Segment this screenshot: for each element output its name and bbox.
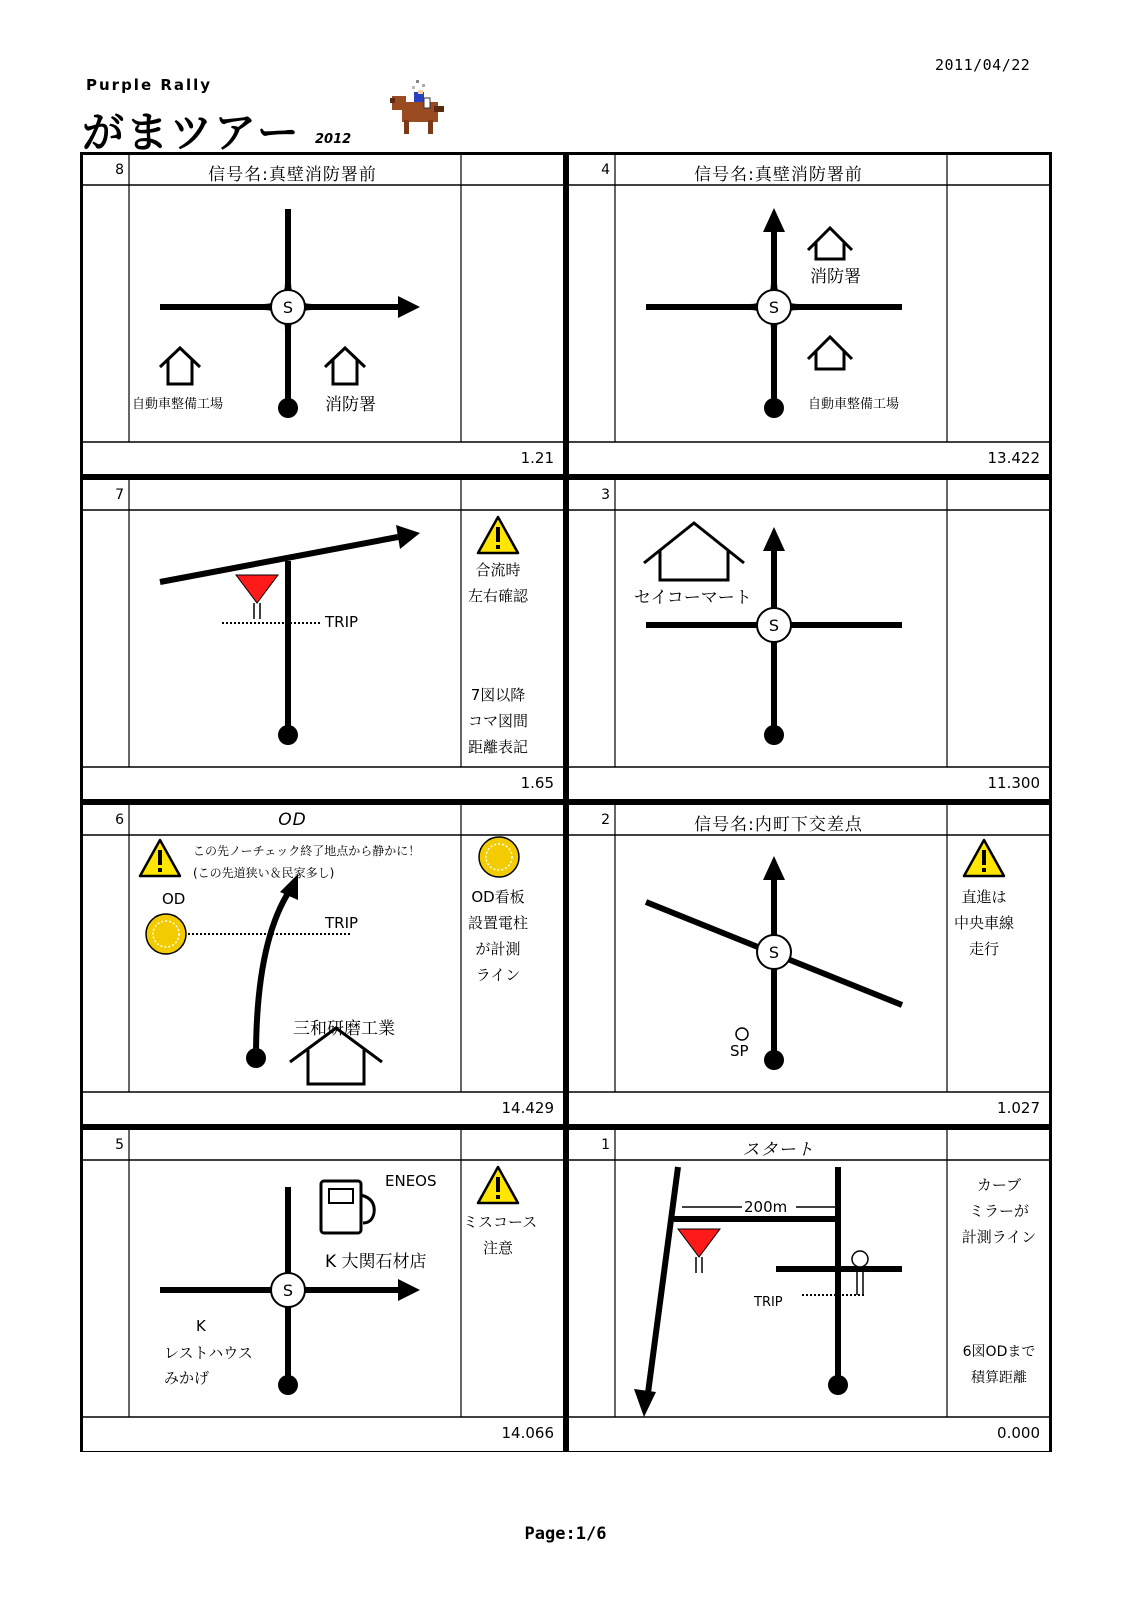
coma-number: 5 [115, 1137, 124, 1153]
landmark-label: 消防署 [810, 267, 861, 287]
info-note [949, 1172, 1049, 1250]
start-dot [246, 1048, 266, 1068]
coma-title: OD [278, 810, 307, 830]
note-line: 合流時 [475, 561, 521, 579]
coma-number: 7 [115, 487, 124, 503]
coma-distance: 1.027 [997, 1099, 1040, 1117]
landmark-label: レストハウス [164, 1344, 253, 1362]
coma-cell-1 [566, 1127, 1052, 1452]
od-signboard-icon [479, 837, 519, 877]
building-icon [325, 348, 365, 384]
coma-title: スタート [742, 1140, 815, 1160]
start-dot [764, 725, 784, 745]
coma-cell-3 [566, 477, 1052, 802]
landmark-label: K [196, 1317, 206, 1335]
coma-distance: 14.066 [501, 1424, 554, 1442]
intersection-diagram [80, 152, 566, 477]
trip-label: TRIP [325, 914, 359, 932]
info-note [463, 682, 533, 760]
direction-arrow-icon [398, 1279, 420, 1301]
note-line: が計測 [475, 940, 521, 958]
document-date: 2011/04/22 [935, 56, 1031, 74]
landmark-label: 消防署 [325, 395, 376, 415]
landmark-label: ENEOS [385, 1172, 437, 1190]
od-signboard-icon [146, 914, 186, 954]
note-line: 直進は [961, 888, 1007, 906]
note-line: ライン [475, 966, 521, 984]
junction-marker-label: S [282, 1281, 294, 1300]
building-icon [808, 228, 852, 259]
coma-cell-6 [80, 802, 566, 1127]
building-icon [644, 523, 744, 580]
direction-arrow-icon [763, 208, 785, 232]
coma-cell-8 [80, 152, 566, 477]
note-line: 設置電柱 [467, 914, 528, 932]
junction-marker-label: S [768, 616, 780, 635]
coma-number: 2 [601, 812, 610, 828]
coma-distance: 14.429 [501, 1099, 554, 1117]
logo-subtitle: Purple Rally [86, 76, 213, 94]
coma-distance: 1.21 [520, 449, 554, 467]
mascot-rider-icon [388, 76, 458, 146]
note-line: カーブ [976, 1176, 1022, 1194]
coma-number: 1 [601, 1137, 610, 1153]
note-line: 中央車線 [953, 914, 1014, 932]
building-icon [160, 348, 200, 384]
building-icon [808, 337, 852, 369]
junction-marker-label: S [768, 943, 780, 962]
coma-title: 信号名:真壁消防署前 [694, 165, 863, 185]
note-line: 積算距離 [971, 1370, 1027, 1386]
curve-mirror-icon [852, 1251, 868, 1267]
coma-distance: 1.65 [520, 774, 554, 792]
direction-arrow-icon [763, 856, 785, 880]
coma-cell-4 [566, 152, 1052, 477]
coma-cell-2 [566, 802, 1052, 1127]
warning-text: この先ノーチェック終了地点から静かに！ [193, 844, 421, 858]
page-number: Page:1/6 [524, 1524, 607, 1544]
note-line: 6図ODまで [962, 1344, 1036, 1360]
note-line: OD看板 [471, 888, 525, 906]
junction-marker-label: S [282, 298, 294, 317]
start-dot [828, 1375, 848, 1395]
intersection-diagram [566, 802, 1052, 1127]
intersection-diagram [566, 152, 1052, 477]
gas-station-icon [321, 1181, 374, 1233]
distance-label: 200m [744, 1198, 788, 1216]
logo-title: がまツアー [82, 108, 301, 157]
direction-arrow-icon [396, 525, 420, 549]
coma-distance: 0.000 [997, 1424, 1040, 1442]
direction-arrow-icon [763, 527, 785, 551]
caution-note [463, 1209, 538, 1261]
info-note [463, 884, 533, 988]
coma-distance: 13.422 [987, 449, 1040, 467]
start-dot [278, 1375, 298, 1395]
coma-distance: 11.300 [987, 774, 1040, 792]
coma-number: 6 [115, 812, 124, 828]
sp-label: SP [730, 1042, 749, 1060]
stop-sign-icon [678, 1229, 720, 1257]
note-line: 距離表記 [467, 738, 528, 756]
direction-arrow-icon [398, 296, 420, 318]
landmark-label: みかげ [164, 1369, 210, 1387]
direction-arrow-icon [634, 1389, 656, 1417]
warning-text: (この先道狭い＆民家多し) [193, 866, 335, 880]
start-dot [278, 725, 298, 745]
info-note [949, 1339, 1049, 1391]
note-line: ミスコース [463, 1213, 538, 1231]
logo-year: 2012 [315, 132, 352, 147]
stop-sign-icon [236, 575, 278, 603]
note-line: 7図以降 [470, 686, 526, 704]
note-line: 左右確認 [467, 587, 528, 605]
coma-cell-7 [80, 477, 566, 802]
coma-map-sheet [80, 152, 1052, 1454]
junction-marker-label: S [768, 298, 780, 317]
note-line: 計測ライン [961, 1228, 1037, 1246]
coma-number: 3 [601, 487, 610, 503]
sp-marker [736, 1028, 748, 1040]
note-line: ミラーが [968, 1202, 1029, 1220]
landmark-label: 自動車整備工場 [808, 397, 900, 412]
landmark-label: セイコーマート [634, 588, 752, 608]
coma-cell-5 [80, 1127, 566, 1452]
note-line: コマ図間 [467, 712, 528, 730]
coma-number: 4 [601, 162, 610, 178]
coma-number: 8 [115, 162, 124, 178]
coma-title: 信号名:内町下交差点 [694, 815, 863, 835]
landmark-label: 自動車整備工場 [132, 397, 224, 412]
trip-label: TRIP [754, 1295, 783, 1310]
coma-title: 信号名:真壁消防署前 [208, 165, 377, 185]
intersection-diagram [80, 1127, 566, 1452]
landmark-label: 三和研磨工業 [293, 1019, 395, 1039]
start-dot [764, 398, 784, 418]
start-dot [278, 398, 298, 418]
note-line: 注意 [482, 1239, 513, 1257]
trip-label: TRIP [325, 613, 359, 631]
landmark-label: K 大関石材店 [325, 1252, 427, 1272]
start-dot [764, 1050, 784, 1070]
intersection-diagram [566, 477, 1052, 802]
note-line: 走行 [968, 940, 999, 958]
od-label: OD [162, 890, 186, 908]
caution-note [949, 884, 1019, 962]
caution-note [463, 557, 533, 609]
